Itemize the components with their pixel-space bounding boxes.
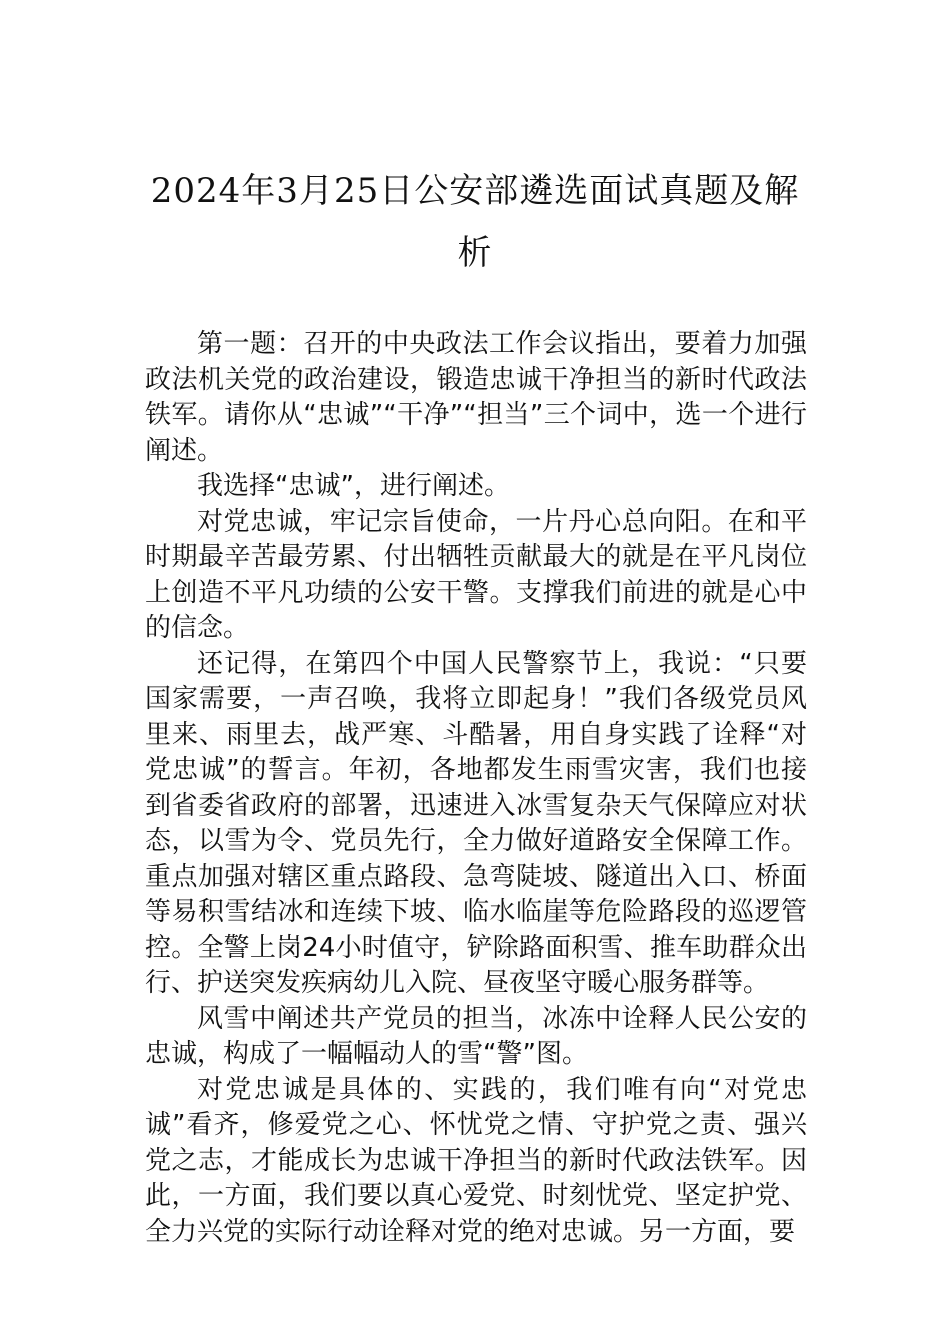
document-title: 2024年3月25日公安部遴选面试真题及解析 <box>150 171 800 273</box>
document-body <box>145 327 807 1250</box>
paragraph-choice: 我选择“忠诚”，进行阐述。 <box>197 471 510 501</box>
paragraph-police-day: 还记得，在第四个中国人民警察节上，我说：“只要国家需要，一声召唤，我将立即起身！”我们各级党员风里来、雨里去，战严寒、斗酷暑，用自身实践了诠释“对党忠诚”的誓言。年初，各地都发生雨雪灾害，我们也接到省委省政府的部署，迅速进入冰雪复杂天气保障应对状态，以雪为令、党员先行，全力做好道路安全保障工作。重点加强对辖区重点路段、急弯陡坡、隧道出入口、桥面等易积雪结冰和连续下坡、临水临崖等危险路段的巡逻管控。全警上岗24小时值守，铲除路面积雪、推车助群众出行、护送突发疾病幼儿入院、昼夜坚守暖心服务群等。 <box>145 648 807 998</box>
paragraph-practice: 对党忠诚是具体的、实践的，我们唯有向“对党忠诚”看齐，修爱党之心、怀忧党之情、守护党之责、强兴党之志，才能成长为忠诚干净担当的新时代政法铁军。因此，一方面，我们要以真心爱党、时刻忧党、坚定护党、全力兴党的实际行动诠释对党的绝对忠诚。另一方面，要 <box>145 1074 807 1247</box>
paragraph-loyalty: 对党忠诚，牢记宗旨使命，一片丹心总向阳。在和平时期最辛苦最劳累、付出牺牲贡献最大的就是在平凡岗位上创造不平凡功绩的公安干警。支撑我们前进的就是心中的信念。 <box>145 506 807 643</box>
paragraph-snow-picture: 风雪中阐述共产党员的担当，冰冻中诠释人民公安的忠诚，构成了一幅幅动人的雪“警”图。 <box>145 1003 807 1069</box>
paragraph-question: 第一题：召开的中央政法工作会议指出，要着力加强政法机关党的政治建设，锻造忠诚干净担当的新时代政法铁军。请你从“忠诚”“干净”“担当”三个词中，选一个进行阐述。 <box>145 329 807 466</box>
